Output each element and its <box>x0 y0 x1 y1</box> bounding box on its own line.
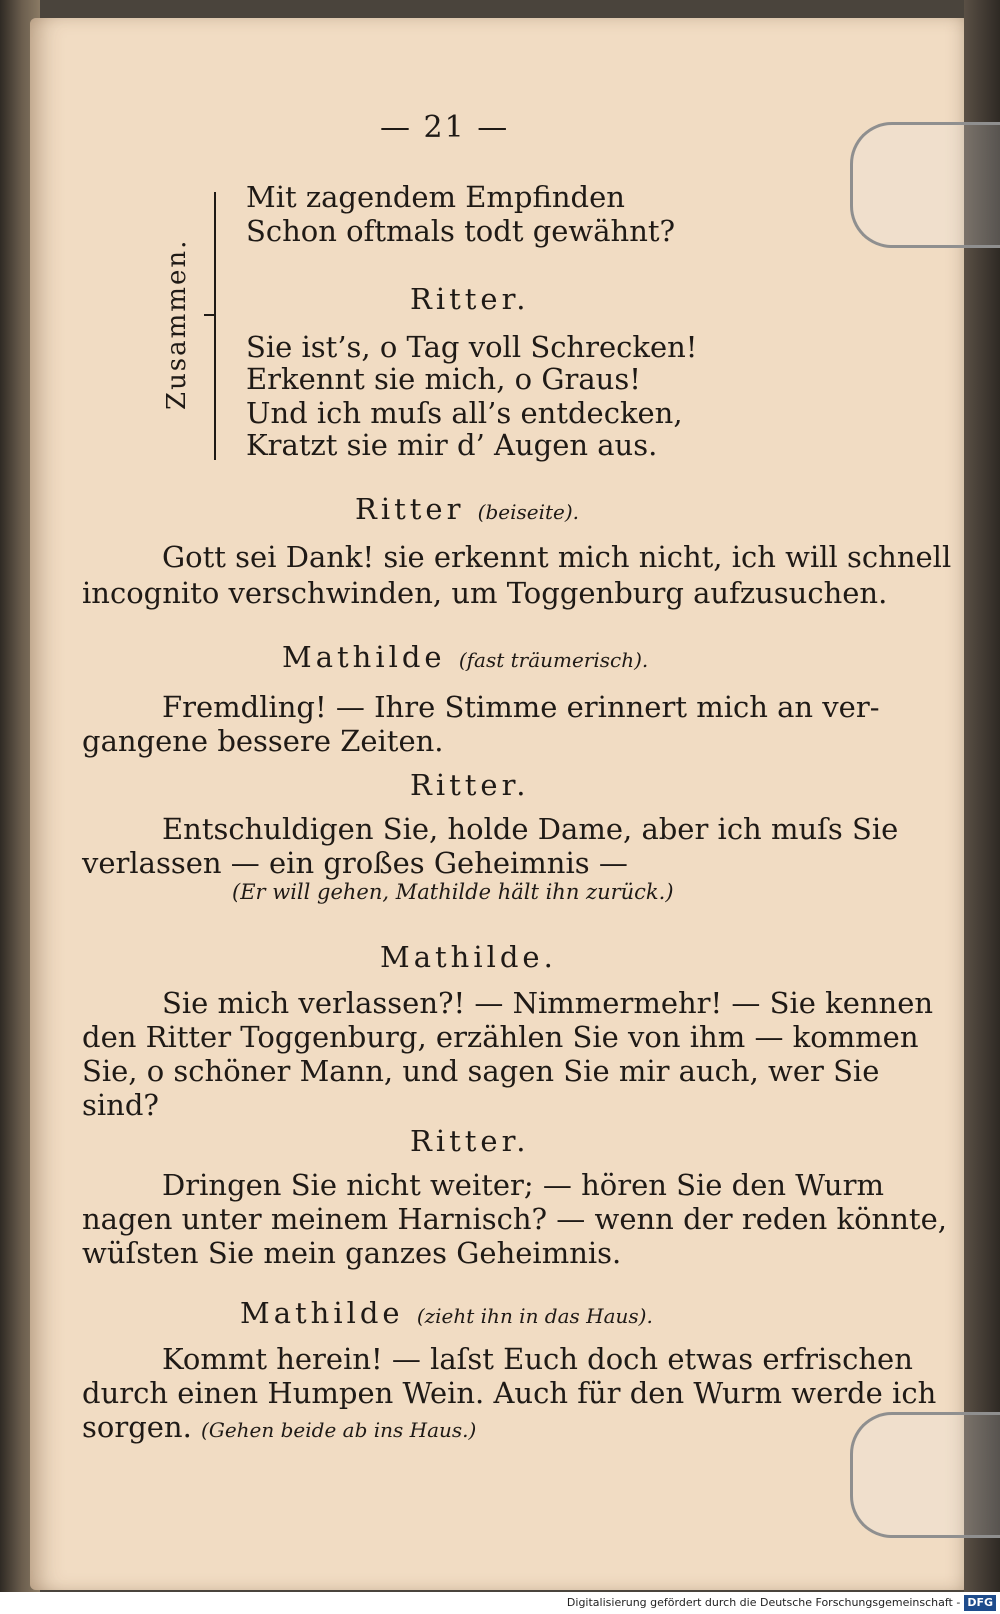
verse-line: Und ich muſs all’s entdecken, <box>246 396 683 430</box>
body-line: incognito verschwinden, um Toggenburg aufzusuchen. <box>82 576 888 610</box>
speaker-name: Mathilde <box>240 1296 404 1330</box>
speaker-ritter: Ritter. <box>410 282 530 316</box>
stage-direction: (beiseite). <box>477 500 580 524</box>
body-line: wüſsten Sie mein ganzes Geheimnis. <box>82 1236 622 1270</box>
speaker-mathilde-traeumerisch <box>282 640 648 674</box>
stage-direction: (fast träumerisch). <box>458 648 649 672</box>
verse-line: Erkennt sie mich, o Graus! <box>246 362 641 396</box>
page-clip-top <box>850 122 1000 248</box>
verse-line: Sie ist’s, o Tag voll Schrecken! <box>246 330 698 364</box>
body-line: Entschuldigen Sie, holde Dame, aber ich muſs Sie <box>162 812 899 846</box>
body-line: Sie, o schöner Mann, und sagen Sie mir auch, wer Sie <box>82 1054 880 1088</box>
body-line: verlassen — ein großes Geheimnis — <box>82 846 628 880</box>
digitization-footer <box>0 1592 1000 1614</box>
body-line: durch einen Humpen Wein. Auch für den Wurm werde ich <box>82 1376 937 1410</box>
stage-direction: (zieht ihn in das Haus). <box>416 1304 653 1328</box>
speaker-ritter-beiseite <box>355 492 579 526</box>
body-line: gangene bessere Zeiten. <box>82 724 444 758</box>
body-line: den Ritter Toggenburg, erzählen Sie von ihm — kommen <box>82 1020 919 1054</box>
body-line: Fremdling! — Ihre Stimme erinnert mich an ver- <box>162 690 880 724</box>
body-line-last <box>82 1410 476 1444</box>
verse-line: Kratzt sie mir d’ Augen aus. <box>246 428 658 462</box>
body-line: sind? <box>82 1088 159 1122</box>
body-line: nagen unter meinem Harnisch? — wenn der reden könnte, <box>82 1202 947 1236</box>
curly-brace-point <box>204 314 214 316</box>
verse-line: Schon oftmals todt gewähnt? <box>246 214 676 248</box>
speaker-ritter: Ritter. <box>410 1124 530 1158</box>
speaker-name: Mathilde <box>282 640 446 674</box>
curly-brace <box>214 192 228 460</box>
body-line: Gott sei Dank! sie erkennt mich nicht, ich will schnell <box>162 540 952 574</box>
body-line: Dringen Sie nicht weiter; — hören Sie den Wurm <box>162 1168 884 1202</box>
dfg-logo-icon: DFG <box>964 1595 996 1611</box>
body-text: sorgen. <box>82 1410 192 1444</box>
speaker-name: Ritter <box>355 492 465 526</box>
page-number: — 21 — <box>380 110 510 145</box>
verse-line: Mit zagendem Empfinden <box>246 180 625 214</box>
zusammen-label: Zusammen. <box>162 238 192 410</box>
stage-direction: (Er will gehen, Mathilde hält ihn zurück.) <box>232 880 674 904</box>
speaker-ritter: Ritter. <box>410 768 530 802</box>
body-line: Kommt herein! — laſst Euch doch etwas erfrischen <box>162 1342 913 1376</box>
footer-text: Digitalisierung gefördert durch die Deutsche Forschungsgemeinschaft - <box>566 1596 961 1609</box>
speaker-mathilde: Mathilde. <box>380 940 557 974</box>
speaker-mathilde-haus <box>240 1296 653 1330</box>
body-line: Sie mich verlassen?! — Nimmermehr! — Sie kennen <box>162 986 934 1020</box>
page-clip-bottom <box>850 1412 1000 1538</box>
stage-direction: (Gehen beide ab ins Haus.) <box>201 1418 477 1442</box>
